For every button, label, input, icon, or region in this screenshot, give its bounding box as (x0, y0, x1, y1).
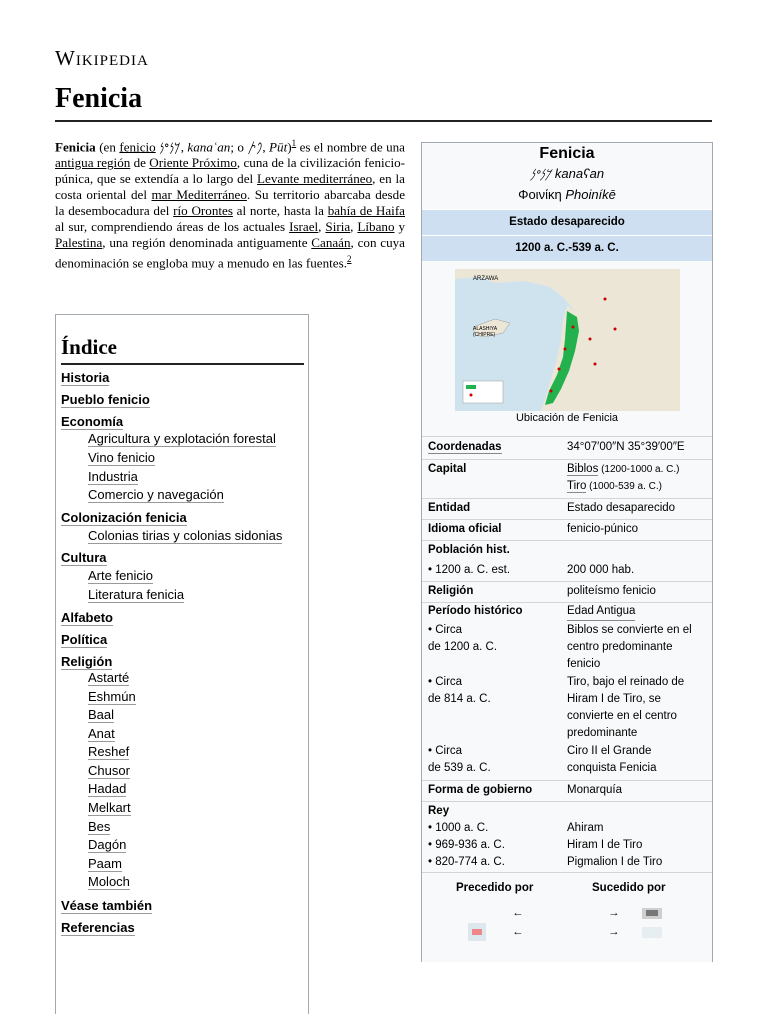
lead-text: al norte, hasta la (232, 203, 328, 219)
toc-item[interactable]: Pueblo fenicio (61, 392, 150, 407)
infobox-greek-name (422, 187, 712, 202)
gobierno-value[interactable]: Monarquía (567, 784, 622, 796)
idioma-label: Idioma oficial (428, 523, 502, 535)
toc-subitem[interactable]: Melkart (88, 800, 131, 815)
lead-text: , (350, 219, 358, 235)
prev-arrow[interactable]: ← (512, 907, 524, 919)
row-capital (422, 459, 712, 498)
greek-text: Φοινίκη (518, 187, 566, 202)
lead-text: , en la costa oriental del (55, 171, 405, 203)
rey-date: • 1000 a. C. (428, 822, 489, 834)
lead-text: al sur, comprendiendo áreas de los actuales (55, 219, 290, 235)
wikipedia-wordmark[interactable]: Wikipedia (55, 46, 149, 70)
toc-subitem[interactable]: Reshef (88, 744, 130, 759)
toc-item[interactable]: Política (61, 632, 108, 647)
toc-item[interactable]: Economía (61, 414, 124, 429)
infobox (421, 142, 713, 962)
link-bahia-haifa[interactable]: bahía de Haifa (327, 203, 405, 219)
lead-text: , (318, 219, 326, 235)
gobierno-label: Forma de gobierno (428, 784, 533, 796)
capital-note: (1000-539 a. C.) (586, 481, 662, 492)
lead-text: y (394, 219, 406, 235)
toc-divider (61, 363, 304, 365)
map-graphic (455, 269, 680, 411)
row-religion (422, 581, 712, 602)
lead-text: (en (95, 139, 120, 155)
citation-2[interactable]: 2 (346, 254, 352, 265)
next-state-thumbnail[interactable] (642, 927, 662, 938)
toc-item[interactable]: Colonización fenicia (61, 510, 187, 525)
row-poblacion (422, 540, 712, 581)
toc-subitem[interactable]: Vino fenicio (88, 450, 155, 465)
event-text: conquista Fenicia (567, 762, 657, 774)
toc-subitem[interactable]: Moloch (88, 874, 130, 889)
lead-text: 𐤐𐤕 (247, 139, 263, 155)
toc-subitem[interactable]: Chusor (88, 763, 130, 778)
link-rio-orontes[interactable]: río Orontes (173, 203, 233, 219)
lead-term: Fenicia (55, 139, 96, 155)
toc-subitem[interactable]: Colonias tirias y colonias sidonias (88, 528, 283, 543)
capital-label: Capital (428, 463, 467, 475)
lead-text: . Su territorio abarcaba desde la desembocadura del (55, 187, 406, 219)
event-date: • Circa (428, 624, 463, 636)
row-periodo (422, 602, 712, 780)
precedido-label: Precedido por (456, 882, 534, 894)
event-text: convierte en el centro (567, 710, 677, 722)
lead-text: , (262, 139, 270, 155)
event-text: Hiram I de Tiro, se (567, 693, 661, 705)
map-caption: Ubicación de Fenicia (515, 412, 619, 424)
rey-date: • 820-774 a. C. (428, 856, 505, 868)
link-biblos[interactable]: Biblos (567, 463, 599, 475)
infobox-native-name: 𐤊𐤍𐤏𐤍 kanaʕan (529, 166, 605, 181)
event-text: Biblos se convierte en el (567, 624, 692, 636)
location-map[interactable] (455, 269, 680, 411)
event-text: predominante (567, 727, 638, 739)
prev-state-thumbnail[interactable] (468, 923, 486, 941)
lead-paragraph (55, 135, 405, 272)
event-date: • Circa (428, 745, 463, 757)
link-libano[interactable]: Líbano (357, 219, 395, 235)
poblacion-value: 200 000 hab. (567, 564, 635, 576)
entidad-value: Estado desaparecido (567, 502, 676, 514)
toc-subitem[interactable]: Baal (88, 707, 115, 722)
lead-text: ) (287, 139, 292, 155)
link-siria[interactable]: Siria (325, 219, 351, 235)
row-succession (422, 872, 712, 963)
coords-label[interactable]: Coordenadas (428, 441, 502, 453)
event-date: de 539 a. C. (428, 762, 491, 774)
link-tiro[interactable]: Tiro (567, 480, 587, 492)
toc-subitem[interactable]: Astarté (88, 670, 130, 685)
map-label-arzawa: ARZAWA (473, 276, 499, 282)
lead-text: Pūt (269, 139, 288, 155)
next-state-thumbnail[interactable] (642, 908, 662, 919)
toc-item[interactable]: Religión (61, 654, 113, 669)
poblacion-label: Población hist. (428, 544, 510, 556)
toc-subitem[interactable]: Eshmún (88, 689, 136, 704)
row-coordenadas (422, 436, 712, 459)
toc-subitem[interactable]: Industria (88, 469, 138, 484)
rey-name[interactable]: Pigmalion I de Tiro (567, 856, 663, 868)
toc-subitem[interactable]: Agricultura y explotación forestal (88, 431, 276, 446)
event-text: Tiro, bajo el reinado de (567, 676, 685, 688)
toc-item[interactable]: Alfabeto (61, 610, 113, 625)
entidad-label: Entidad (428, 502, 471, 514)
idioma-value[interactable]: fenicio-púnico (567, 523, 638, 535)
rey-label: Rey (428, 805, 450, 817)
lead-text: , una región denominada antiguamente (102, 235, 312, 251)
toc-item[interactable]: Referencias (61, 920, 135, 935)
toc-subitem[interactable]: Comercio y navegación (88, 487, 224, 502)
link-palestina[interactable]: Palestina (55, 235, 103, 251)
table-of-contents (55, 314, 309, 1014)
toc-subitem[interactable]: Hadad (88, 781, 127, 796)
infobox-title: Fenicia (539, 145, 595, 162)
religion-value[interactable]: politeísmo fenicio (567, 585, 656, 597)
next-arrow[interactable]: → (608, 926, 620, 938)
lead-text: es el nombre de una (296, 139, 405, 155)
coords-value[interactable]: 34°07′00″N 35°39′00″E (567, 441, 685, 453)
row-idioma (422, 519, 712, 540)
map-label-alashiya: ALASHIYA (CHIPRE) (473, 326, 497, 338)
toc-item[interactable]: Historia (61, 370, 110, 385)
page-title: Fenicia (55, 83, 143, 114)
row-rey (422, 801, 712, 872)
lead-text: , con cuya denominación se engloba muy a menudo en las fuentes. (55, 235, 405, 271)
row-gobierno (422, 780, 712, 801)
toc-subitem[interactable]: Arte fenicio (88, 568, 154, 583)
toc-subitem[interactable]: Dagón (88, 837, 127, 852)
lead-text: de (130, 155, 150, 171)
toc-subitem[interactable]: Literatura fenicia (88, 587, 185, 602)
lead-text: kanaʿan (187, 139, 231, 155)
event-date: de 814 a. C. (428, 693, 491, 705)
lead-text: 𐤊𐤍𐤏𐤍, (155, 139, 188, 155)
period-header: 1200 a. C.-539 a. C. (422, 235, 712, 261)
periodo-value[interactable]: Edad Antigua (567, 603, 635, 621)
prev-arrow[interactable]: ← (512, 926, 524, 938)
status-header: Estado desaparecido (422, 209, 712, 235)
link-antigua-region[interactable]: antigua región (55, 155, 131, 171)
citation-1[interactable]: 1 (291, 138, 297, 148)
link-fenicio[interactable]: fenicio (119, 139, 156, 155)
row-entidad (422, 498, 712, 519)
toc-subitem[interactable]: Bes (88, 819, 111, 834)
lead-text: ; o (230, 139, 248, 155)
link-oriente-proximo[interactable]: Oriente Próximo (149, 155, 237, 171)
title-divider (55, 120, 712, 122)
link-canaan[interactable]: Canaán (311, 235, 351, 251)
toc-title: Índice (61, 335, 118, 359)
lead-text: , cuna de la civilización fenicio-púnica, que se extendía a lo largo del (55, 155, 405, 187)
link-israel[interactable]: Israel (289, 219, 319, 235)
toc-item[interactable]: Véase también (61, 898, 153, 913)
event-text: Ciro II el Grande (567, 745, 652, 757)
link-mar-mediterraneo[interactable]: mar Mediterráneo (151, 187, 247, 203)
periodo-label: Período histórico (428, 605, 523, 617)
greek-translit: Phoiníkē (565, 187, 616, 202)
rey-name[interactable]: Ahiram (567, 822, 604, 834)
religion-label: Religión (428, 585, 474, 597)
rey-name[interactable]: Hiram I de Tiro (567, 839, 643, 851)
link-levante[interactable]: Levante mediterráneo (257, 171, 373, 187)
event-date: • Circa (428, 676, 463, 688)
capital-note: (1200-1000 a. C.) (598, 464, 680, 475)
toc-item[interactable]: Cultura (61, 550, 107, 565)
sucedido-label: Sucedido por (592, 882, 666, 894)
poblacion-year: • 1200 a. C. est. (428, 564, 511, 576)
event-text: centro predominante (567, 641, 673, 653)
toc-subitem[interactable]: Paam (88, 856, 122, 871)
capital-value (567, 461, 709, 495)
event-text: fenicio (567, 658, 601, 670)
toc-subitem[interactable]: Anat (88, 726, 115, 741)
rey-date: • 969-936 a. C. (428, 839, 505, 851)
next-arrow[interactable]: → (608, 907, 620, 919)
event-date: de 1200 a. C. (428, 641, 498, 653)
